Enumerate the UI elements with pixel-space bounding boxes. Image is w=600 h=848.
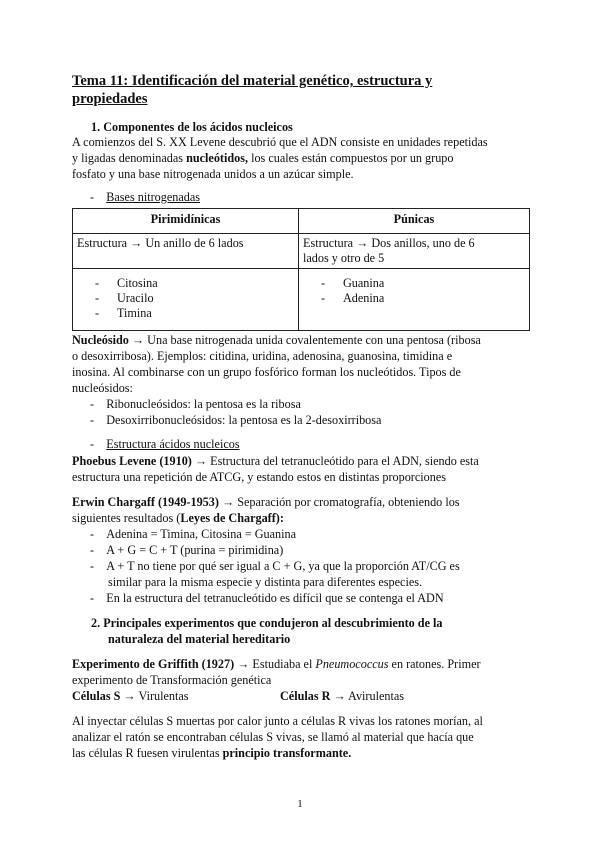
list-item: - Adenina = Timina, Citosina = Guanina (90, 527, 297, 541)
punicas-list (299, 269, 530, 331)
pirimidinicas-list (73, 269, 299, 331)
nucleosido-line-2: o desoxirribosa). Ejemplos: citidina, uridina, adenosina, guanosina, timidina e (72, 349, 453, 363)
table-header-punicas: Púnicas (299, 209, 530, 234)
nucleosido-line-4: nucleósidos: (72, 381, 133, 395)
list-item: - Guanina (321, 276, 525, 291)
page-title-line2: propiedades (72, 91, 148, 107)
list-item: - Timina (95, 306, 294, 321)
list-item: - Uracilo (95, 291, 294, 306)
cells-s: Células S → Virulentas (72, 689, 189, 703)
griffith-paragraph-line-3: las células R fuesen virulentas principio transformante. (72, 746, 352, 760)
chargaff-line-1: Erwin Chargaff (1949-1953) → Separación por cromatografía, obteniendo los (72, 495, 460, 509)
list-item: - A + G = C + T (purina = pirimidina) (90, 543, 284, 557)
list-item: - En la estructura del tetranucleótido es difícil que se contenga el ADN (90, 591, 444, 605)
structure-heading: - Estructura ácidos nucleicos (90, 437, 240, 451)
page-number: 1 (297, 798, 303, 810)
griffith-paragraph-line-2: analizar el ratón se encontraban células S vivas, se llamó al material que hacía que (72, 730, 474, 744)
list-item: - Adenina (321, 291, 525, 306)
levene-line-1: Phoebus Levene (1910) → Estructura del tetranucleótido para el ADN, siendo esta (72, 454, 479, 468)
levene-line-2: estructura una repetición de ATCG, y estando estos en distintas proporciones (72, 470, 446, 484)
griffith-line-1: Experimento de Griffith (1927) → Estudiaba el Pneumococcus en ratones. Primer (72, 657, 481, 671)
section-1-heading: 1. Componentes de los ácidos nucleicos (91, 120, 293, 134)
list-item: - A + T no tiene por qué ser igual a C + G, ya que la proporción AT/CG es (90, 559, 460, 573)
intro-line-1: A comienzos del S. XX Levene descubrió que el ADN consiste en unidades repetidas (72, 135, 488, 149)
list-item-continuation: similar para la misma especie y distinta para diferentes especies. (108, 575, 423, 589)
nucleosido-line-1: Nucleósido → Una base nitrogenada unida covalentemente con una pentosa (ribosa (72, 333, 481, 347)
list-item: - Citosina (95, 276, 294, 291)
bases-heading: - Bases nitrogenadas (90, 190, 201, 204)
pirimidinicas-structure: Estructura → Un anillo de 6 lados (73, 234, 299, 269)
section-2-heading-line2: naturaleza del material hereditario (108, 632, 291, 646)
intro-line-3: fosfato y una base nitrogenada unidos a un azúcar simple. (72, 167, 354, 181)
list-item: - Ribonucleósidos: la pentosa es la ribosa (90, 397, 301, 411)
table-header-pirimidinicas: Pirimidínicas (73, 209, 299, 234)
nucleosido-line-3: inosina. Al combinarse con un grupo fosfórico forman los nucleótidos. Tipos de (72, 365, 461, 379)
intro-line-2: y ligadas denominadas nucleótidos, los cuales están compuestos por un grupo (72, 151, 454, 165)
chargaff-line-2: siguientes resultados (Leyes de Chargaff): (72, 511, 284, 525)
punicas-structure: Estructura → Dos anillos, uno de 6 lados y otro de 5 (299, 234, 530, 269)
griffith-line-2: experimento de Transformación genética (72, 673, 272, 687)
cells-r: Células R → Avirulentas (280, 689, 405, 703)
page-title: Tema 11: Identificación del material genético, estructura y (72, 73, 433, 89)
section-2-heading: 2. Principales experimentos que condujeron al descubrimiento de la (91, 616, 443, 630)
list-item: - Desoxirribonucleósidos: la pentosa es la 2-desoxirribosa (90, 413, 382, 427)
griffith-paragraph-line-1: Al inyectar células S muertas por calor junto a células R vivas los ratones morían, al (72, 714, 483, 728)
bases-table (72, 208, 530, 331)
